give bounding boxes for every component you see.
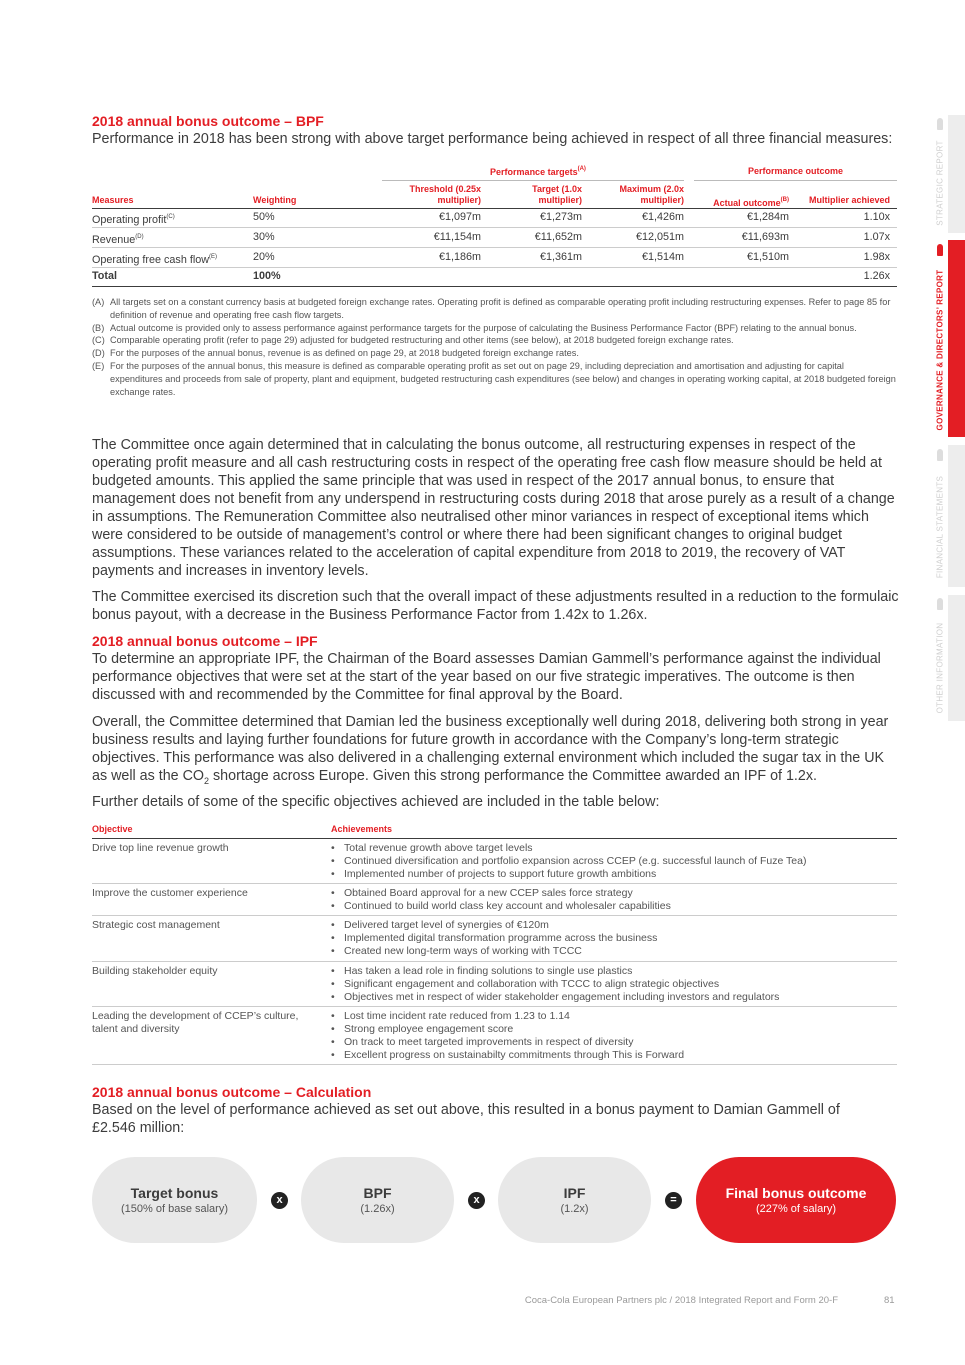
side-nav-strategic[interactable]: STRATEGIC REPORT xyxy=(935,140,945,226)
list-item: • On track to meet targeted improvements in respect of diversity xyxy=(331,1036,684,1049)
bottle-icon xyxy=(937,449,943,461)
col-header-threshold: Threshold (0.25x multiplier) xyxy=(409,184,481,205)
col-header-target: Target (1.0x multiplier) xyxy=(532,184,582,205)
list-item: • Continued diversification and portfolio expansion across CCEP (e.g. successful launch of Fuze Tea) xyxy=(331,855,806,868)
table-row: Drive top line revenue growth • Total revenue growth above target levels • Continued diversification and portfolio expansion across CCEP (e.g. successful launch of Fuze Tea) • Implemented number of projects to support future growth ambitions xyxy=(92,839,897,884)
group-header-outcome: Performance outcome xyxy=(747,166,844,176)
list-item: • Lost time incident rate reduced from 1.23 to 1.14 xyxy=(331,1010,684,1023)
list-item: • Delivered target level of synergies of €120m xyxy=(331,919,657,932)
list-item: • Obtained Board approval for a new CCEP sales force strategy xyxy=(331,887,671,900)
footnote: (C) Comparable operating profit (refer to page 29) adjusted for budgeted restructuring and other items (see below), at 2018 budgeted foreign exchange rates. xyxy=(92,335,734,346)
bpf-pill: BPF (1.26x) xyxy=(301,1157,454,1243)
calc-section-title: 2018 annual bonus outcome – Calculation xyxy=(92,1084,372,1100)
ipf-pill: IPF (1.2x) xyxy=(498,1157,651,1243)
list-item: • Continued to build world class key account and wholesaler capabilities xyxy=(331,900,671,913)
list-item: • Objectives met in respect of wider stakeholder engagement including investors and regulators xyxy=(331,991,779,1004)
list-item: • Significant engagement and collaboration with TCCC to align strategic objectives xyxy=(331,978,779,991)
col-header-weighting: Weighting xyxy=(253,195,297,205)
list-item: • Created new long-term ways of working with TCCC xyxy=(331,945,657,958)
ipf-paragraph-1: To determine an appropriate IPF, the Chairman of the Board assesses Damian Gammell’s performance against the individual performance objectives that were set at the start of the year based on our five strategic imperatives. The outcome is then discussed with and recommended by the Committee for final approval by the Board. xyxy=(92,651,881,703)
footnote: (E) For the purposes of the annual bonus, this measure is defined as comparable operating profit as set out on page 29, including depreciation and amortisation and adjusting for capital expenditures and proceeds from sale of property, plant and equipment, budgeted restructuring cash expenditures (see below) and changes in operating working capital, at 2018 budgeted foreign exchange rates. xyxy=(92,360,896,397)
bpf-paragraph-2: The Committee exercised its discretion such that the overall impact of these adjustments resulted in a reduction to the formulaic bonus payout, with a decrease in the Business Performance Factor from 1.42x to 1.26x. xyxy=(92,589,899,623)
bpf-footnotes xyxy=(92,296,897,398)
bottle-icon xyxy=(937,244,943,256)
table-row: Revenue$^{(D)}$ 30% €11,154m €11,652m €12,051m €11,693m 1.07x xyxy=(92,228,897,248)
list-item: • Strong employee engagement score xyxy=(331,1023,684,1036)
table-row: Improve the customer experience • Obtained Board approval for a new CCEP sales force strategy • Continued to build world class key account and wholesaler capabilities xyxy=(92,884,897,916)
final-bonus-pill: Final bonus outcome (227% of salary) xyxy=(696,1157,896,1243)
ipf-paragraph-3: Further details of some of the specific objectives achieved are included in the table below: xyxy=(92,794,660,810)
col-header-maximum: Maximum (2.0x multiplier) xyxy=(619,184,684,205)
target-bonus-pill: Target bonus (150% of base salary) xyxy=(92,1157,257,1243)
page-number: 81 xyxy=(884,1295,895,1306)
ipf-section-title: 2018 annual bonus outcome – IPF xyxy=(92,633,318,649)
table-total-row: Total 100% 1.26x xyxy=(92,267,897,287)
bpf-section-title: 2018 annual bonus outcome – BPF xyxy=(92,113,324,129)
side-nav-governance[interactable]: GOVERNANCE & DIRECTORS’ REPORT xyxy=(935,269,945,430)
footnote: (A) All targets set on a constant currency basis at budgeted foreign exchange rates. Operating profit is defined as comparable operating profit including restructuring expenses. Refer to page 85 for definition of revenue and operating free cash flow targets. xyxy=(92,297,891,320)
side-tab-governance[interactable] xyxy=(948,240,965,437)
list-item: • Excellent progress on sustainabilty commitments through This is Forward xyxy=(331,1049,684,1062)
col-header-measures: Measures xyxy=(92,195,134,205)
side-nav-other[interactable]: OTHER INFORMATION xyxy=(935,622,945,714)
footnote: (D) For the purposes of the annual bonus, revenue is as defined on page 29, at 2018 budgeted foreign exchange rates. xyxy=(92,348,579,359)
side-tab-financial[interactable] xyxy=(948,445,965,587)
list-item: • Implemented number of projects to support future growth ambitions xyxy=(331,868,806,881)
group-header-targets: Performance targets$^{(A)}$ xyxy=(490,166,586,177)
equals-icon: = xyxy=(665,1192,682,1209)
side-tab-strategic[interactable] xyxy=(948,115,965,233)
table-row: Leading the development of CCEP’s culture, talent and diversity • Lost time incident rate reduced from 1.23 to 1.14 • Strong employee engagement score • On track to meet targeted improvements in respect of diversity • Excellent progress on sustainabilty commitments through This is Forward xyxy=(92,1007,897,1065)
side-tab-other[interactable] xyxy=(948,595,965,721)
table-row: Operating free cash flow$^{(E)}$ 20% €1,186m €1,361m €1,514m €1,510m 1.98x xyxy=(92,248,897,268)
list-item: • Total revenue growth above target levels xyxy=(331,842,806,855)
list-item: • Implemented digital transformation programme across the business xyxy=(331,932,657,945)
table-row: Strategic cost management • Delivered target level of synergies of €120m • Implemented digital transformation programme across the business • Created new long-term ways of working with TCCC xyxy=(92,916,897,962)
col-header-actual: Actual outcome$^{(B)}$ xyxy=(713,197,789,208)
ipf-paragraph-2: Overall, the Committee determined that Damian led the business exceptionally well during 2018, delivering both strong in year business results and laying further foundations for future growth in accordance with the Company’s long-term strategic objectives. This performance was also delivered in a challenging external environment which included the sugar tax in the UK as well as the $CO_2$ shortage across Europe. Given this strong performance the Committee awarded an IPF of 1.2x. xyxy=(92,714,889,786)
table-row: Building stakeholder equity • Has taken a lead role in finding solutions to single use plastics • Significant engagement and collaboration with TCCC to align strategic objectives • Objectives met in respect of wider stakeholder engagement including investors and regulators xyxy=(92,962,897,1007)
bpf-paragraph-1: The Committee once again determined that in calculating the bonus outcome, all restructuring expenses in respect of the operating profit measure and all cash restructuring costs in respect of the operating free cash flow measure should be held at budgeted amounts. This applied the same principle that was used in respect of the 2017 annual bonus, to ensure that management does not benefit from any underspend in restructuring costs during 2018 that arose purely as a result of a change in assumptions. The Remuneration Committee also neutralised other minor variances in respect of exceptional items which were considered to be outside of management’s control or where there had been significant changes to original budget assumptions. These variances related to the acceleration of capital expenditure from 2018 to 2019, the recovery of VAT payments and increases in inventory levels. xyxy=(92,437,895,579)
bpf-lead-text: Performance in 2018 has been strong with above target performance being achieved in respect of all three financial measures: xyxy=(92,131,893,147)
footer-text: Coca-Cola European Partners plc / 2018 Integrated Report and Form 20-F xyxy=(524,1295,838,1306)
bottle-icon xyxy=(937,118,943,130)
multiply-icon: x xyxy=(468,1192,485,1209)
table-row: Operating profit$^{(C)}$ 50% €1,097m €1,273m €1,426m €1,284m 1.10x xyxy=(92,208,897,228)
calc-paragraph: Based on the level of performance achieved as set out above, this resulted in a bonus payment to Damian Gammell of £2.546 million: xyxy=(92,1102,840,1136)
list-item: • Has taken a lead role in finding solutions to single use plastics xyxy=(331,965,779,978)
bottle-icon xyxy=(937,598,943,610)
col-header-objective: Objective xyxy=(92,824,133,834)
footnote: (B) Actual outcome is provided only to assess performance against performance targets for the purpose of calculating the Business Performance Factor (BPF) relating to the annual bonus. xyxy=(92,322,857,333)
multiply-icon: x xyxy=(271,1192,288,1209)
col-header-achievements: Achievements xyxy=(331,824,393,834)
col-header-multiplier: Multiplier achieved xyxy=(808,195,890,205)
side-nav-financial[interactable]: FINANCIAL STATEMENTS xyxy=(935,475,945,578)
